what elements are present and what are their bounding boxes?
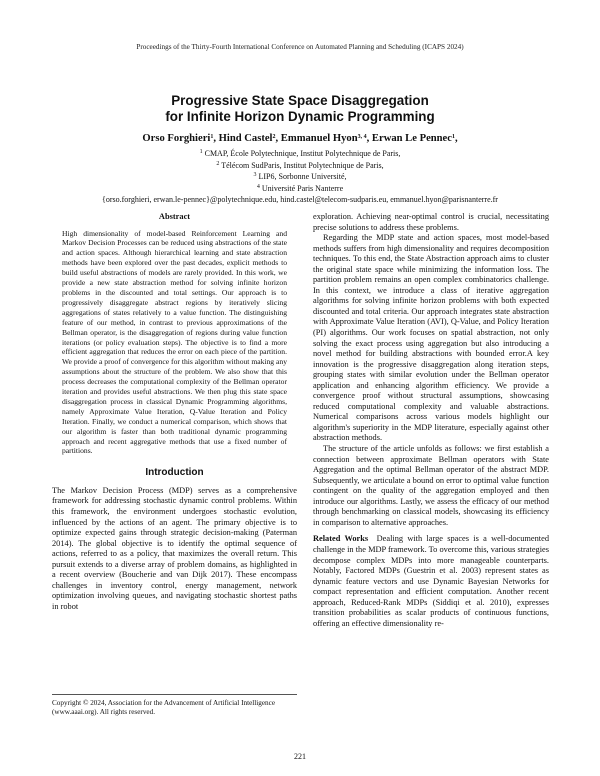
intro-paragraph-2: Regarding the MDP state and action spaces, most model-based methods suffers from high dimensionality and requires decomposition techniques. To this end, the State Abstraction approach aims to cluster the original state space while minimizing the information loss. The partition problem remains an open complex combinatorics challenge. In this context, we introduce a class of iterative aggregation algorithms for solving infinite horizon problems with both expected discounted and total criteria. Our approach integrates state abstraction with Approximate Value Iteration (AVI), Q-Value, and Policy Iteration (PI) algorithms. Our work focuses on spatial abstraction, not only solving the exact process using aggregation but also introducing a novel method for building abstractions with bounded error.A key innovation is the progressive disaggregation along iteration steps, grouping states with similar evolution under the Bellman operator application and enhancing algorithm efficiency. We provide a convergence proof without structural assumptions, showcasing reduced computational complexity and valuable abstractions. Numerical comparisons across various models highlight our algorithm's superiority in the MDP literature, especially against other abstraction methods. [313,233,549,443]
copyright-notice: Copyright © 2024, Association for the Advancement of Artificial Intelligence (www.aaai.org). All rights reserved. [52,694,297,717]
introduction-heading: Introduction [145,467,204,479]
related-works-text: Dealing with large spaces is a well-documented challenge in the MDP framework. To overcome this, various strategies decompose complex MDPs into more manageable counterparts. Notably, Factored MDPs (Guestrin et al. 2003) represent states as dynamic feature vectors and use Dynamic Bayesian Networks for compact representation and efficient computation. Another recent approach, Reduced-Rank MDPs (Siddiqi et al. 2010), expresses transition probabilities as scalar products of continuous functions, offering an effective dimensionality re- [313,534,549,628]
related-works-heading: Related Works [313,534,369,544]
author-emails: {orso.forghieri, erwan.le-pennec}@polytechnique.edu, hind.castel@telecom-sudparis.eu, emmanuel.hyon@parisnanterre.fr [102,195,498,205]
intro-paragraph: The Markov Decision Process (MDP) serves as a comprehensive framework for addressing stochastic dynamic control problems. Within this framework, the environment undergoes stochastic evolution, influenced by the actions of an agent. The primary objective is to optimize expected gains through strategic decision-making (Paterman 2014). The global objective is to identify the optimal sequence of actions, referred to as a policy, that maximizes the overall return. This pursuit extends to a diverse array of problem domains, as highlighted in a recent overview (Boucherie and van Dijk 2017). These encompass challenges in inventory control, energy management, network optimization involving queues, and navigating stochastic shortest paths in robot [52,485,297,611]
affiliation: $^4$ Université Paris Nanterre [256,183,344,193]
abstract-text: High dimensionality of model-based Reinforcement Learning and Markov Decision Processes can be reduced using abstractions of the state and action spaces. Although hierarchical learning and state abstraction methods have been explored over the past decades, explicit methods to build useful abstractions of models are rarely provided. In this work, we provide a new state abstraction method for solving infinite horizon problems in the discounted and total settings. Our approach is to progressively disaggregate abstract regions by iteratively slicing aggregations of states relatively to a value function. The distinguishing feature of our method, in contrast to previous approximations of the Bellman operator, is the disaggregation of regions during value function iterations (or policy evaluation steps). The objective is to find a more efficient aggregation that reduces the error on each piece of the partition. We provide a proof of convergence for this algorithm without making any assumptions about the structure of the problem. We also show that this process decreases the computational complexity of the Bellman operator iteration and provides useful abstractions. We then plug this state space disaggregation process in classical Dynamic Programming algorithms, namely Approximate Value Iteration, Q-Value Iteration and Policy Iteration. Finally, we conduct a numerical comparison, which shows that our algorithm is faster than both traditional dynamic programming approach and recent aggregative methods that use a fixed number of partitions. [62,228,287,456]
author-list: Orso Forghieri$^1$, Hind Castel$^2$, Emmanuel Hyon$^{3, 4}$, Erwan Le Pennec$^1$, [142,133,458,144]
author: Orso Forghieri$^1$ [142,133,214,144]
author: Hind Castel$^2$ [218,133,276,144]
affiliations [0,148,600,206]
page-number: 221 [294,752,306,761]
abstract-heading: Abstract [158,212,191,221]
author: Emmanuel Hyon$^{3, 4}$ [280,133,367,144]
title-line-2: for Infinite Horizon Dynamic Programming [165,109,435,124]
intro-continuation: exploration. Achieving near-optimal control is crucial, necessitating precise solutions to address these problems. [313,212,549,232]
left-column [52,212,297,613]
intro-paragraph-3: The structure of the article unfolds as follows: we first establish a connection between approximate Bellman operators with State Aggregation and the optimal Bellman operator of the abstract MDP. Subsequently, we articulate a bound on error to optimal value function contingent on the quality of the aggregation employed and then introduce our algorithms. Lastly, we assess the efficacy of our method through benchmarking on classical models, showcasing its efficiency in comparison to alternative approaches. [313,444,549,527]
proceedings-header: Proceedings of the Thirty-Fourth International Conference on Automated Planning and Scheduling (ICAPS 2024) [136,43,464,51]
paper-title [0,93,600,125]
right-column [313,212,549,629]
author: Erwan Le Pennec$^1$ [371,133,455,144]
affiliation: $^1$ CMAP, École Polytechnique, Institut Polytechnique de Paris, [199,149,401,158]
affiliation: $^2$ Télécom SudParis, Institut Polytechnique de Paris, [216,160,384,170]
affiliation: $^3$ LIP6, Sorbonne Université, [253,172,347,182]
title-line-1: Progressive State Space Disaggregation [171,93,429,108]
related-works-paragraph [313,534,549,629]
